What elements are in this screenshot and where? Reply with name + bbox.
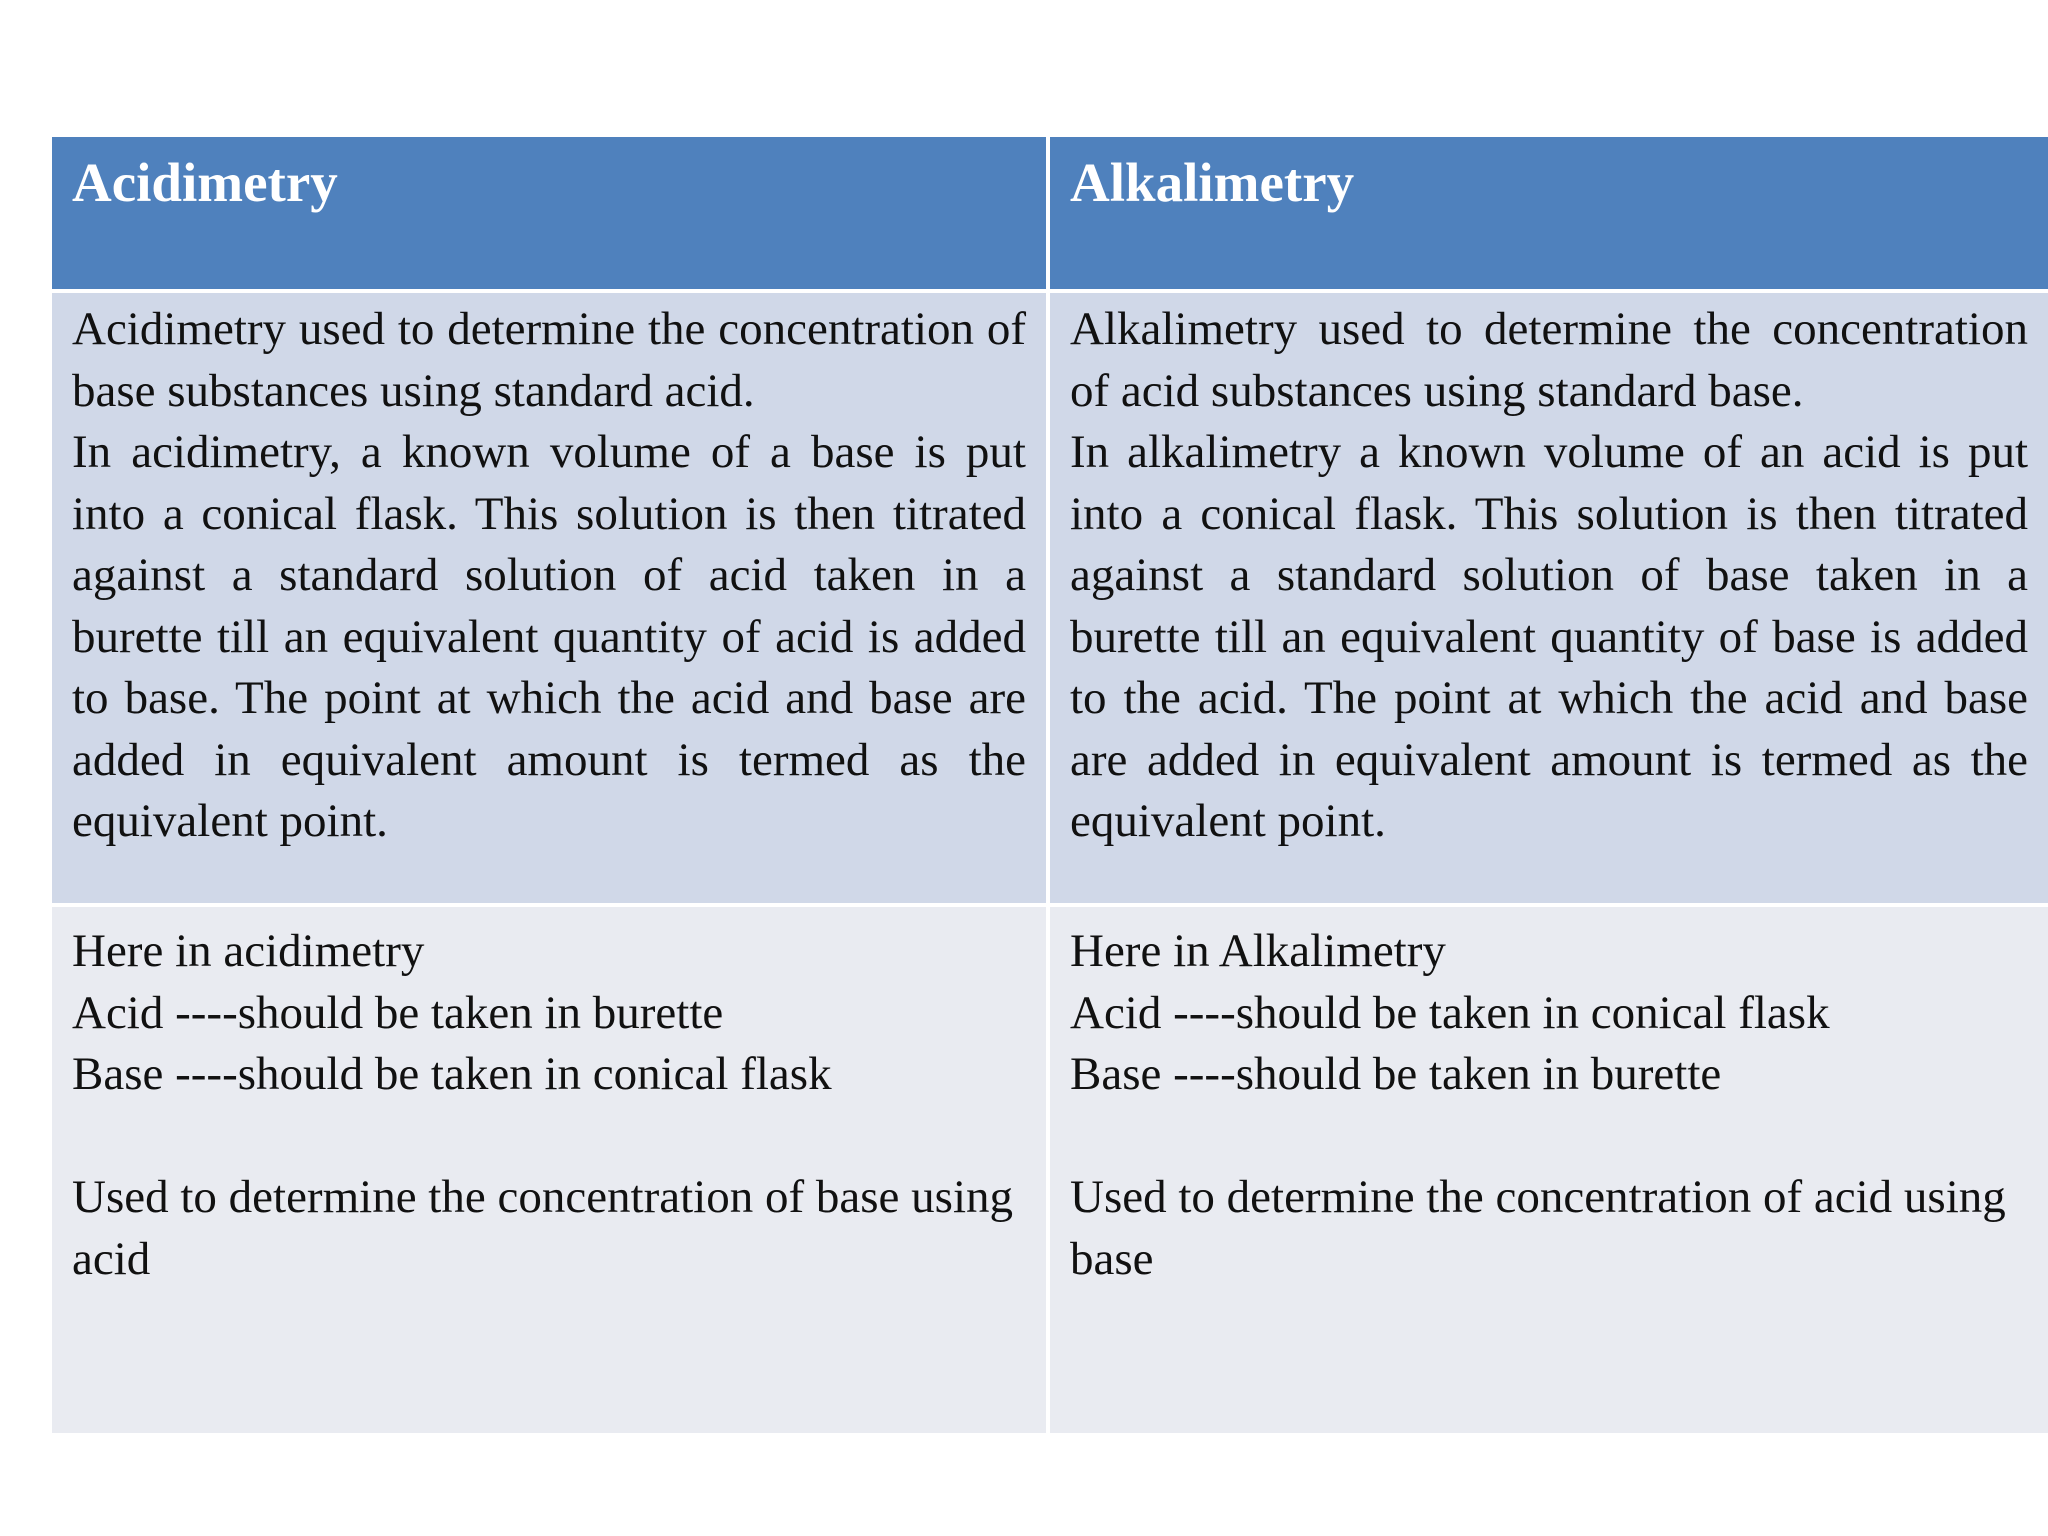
acidimetry-summary: Used to determine the concentration of base using acid	[72, 1171, 1014, 1285]
acidimetry-acid-line: Acid ----should be taken in burette	[72, 986, 724, 1039]
header-acidimetry: Acidimetry	[52, 137, 1050, 289]
alkalimetry-definition: Alkalimetry used to determine the concentration of acid substances using standard base.	[1070, 303, 2028, 417]
alkalimetry-summary-heading: Here in Alkalimetry	[1070, 925, 1446, 977]
acidimetry-description-cell	[52, 293, 1050, 903]
header-alkalimetry: Alkalimetry	[1050, 137, 2048, 289]
acidimetry-definition: Acidimetry used to determine the concentration of base substances using standard acid.	[72, 303, 1026, 417]
acidimetry-summary-cell	[52, 907, 1050, 1433]
alkalimetry-acid-line: Acid ----should be taken in conical flask	[1070, 986, 1830, 1039]
alkalimetry-base-line: Base ----should be taken in burette	[1070, 1048, 1722, 1100]
alkalimetry-procedure: In alkalimetry a known volume of an acid is put into a conical flask. This solution is then titrated against a standard solution of base taken in a burette till an equivalent quantity of base is added to the acid. The point at which the acid and base are added in equivalent amount is termed as the equivalent point.	[1070, 426, 2028, 847]
comparison-table	[52, 137, 2048, 1433]
spacer	[1070, 1106, 2028, 1168]
acidimetry-procedure: In acidimetry, a known volume of a base is put into a conical flask. This solution is then titrated against a standard solution of acid taken in a burette till an equivalent quantity of acid is added to base. The point at which the acid and base are added in equivalent amount is termed as the equivalent point.	[72, 426, 1026, 847]
spacer	[72, 1106, 1026, 1168]
acidimetry-summary-heading: Here in acidimetry	[72, 925, 425, 977]
alkalimetry-description-cell	[1050, 293, 2048, 903]
alkalimetry-summary-cell	[1050, 907, 2048, 1433]
acidimetry-base-line: Base ----should be taken in conical flask	[72, 1048, 832, 1100]
alkalimetry-summary: Used to determine the concentration of acid using base	[1070, 1171, 2006, 1285]
